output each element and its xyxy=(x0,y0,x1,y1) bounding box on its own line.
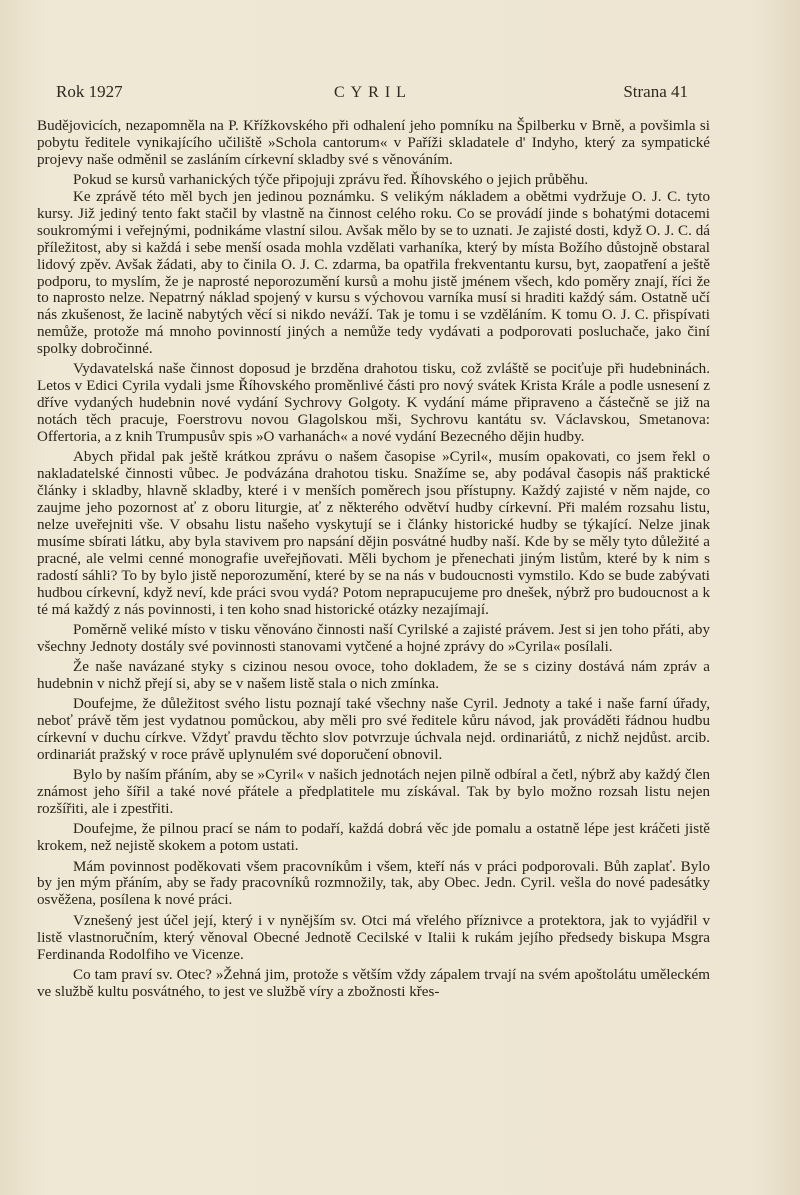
article-body xyxy=(37,118,710,1001)
header-journal-title: CYRIL xyxy=(333,84,412,101)
paragraph: Budějovicích, nezapomněla na P. Křížkovského při odhalení jeho pomníku na Špilberku v Brně, a povšimla si pobytu ředitele vynikajícího učiliště »Schola cantorum« v Paříži skladatele d' Indyho, který za sympatické projevy naše odměnil se zasláním církevní skladby své s věnováním. xyxy=(37,118,710,168)
paragraph: Doufejme, že pilnou prací se nám to podaří, každá dobrá věc jde pomalu a ostatně lépe jest kráčeti jistě krokem, než nejistě skokem a potom ustati. xyxy=(37,821,710,855)
paragraph: Pokud se kursů varhanických týče připojuji zprávu řed. Říhovského o jejich průběhu. xyxy=(73,172,589,189)
paragraph: Abych přidal pak ještě krátkou zprávu o našem časopise »Cyril«, musím opakovati, co jsem řekl o nakladatelské činnosti vůbec. Je podvázána drahotou tisku. Snažíme se, aby podával časopis náš praktické články i skladby, hlavně skladby, které i v menších poměrech jsou přístupny. Každý zajisté v něm najde, co zaujme jeho pozornost ať z oboru liturgie, ať z některého odvětví hudby církevní. Při malém rozsahu listu, nelze uveřejniti vše. V obsahu listu našeho vyskytují se i články historické hudby se týkající. Nelze jinak musíme sbírati látku, aby byla stavivem pro napsání dějin posvátné hudby naší. Kde by se měly tyto důležité a pracné, ale velmi cenné monografie uveřejňovati. Měli bychom je přenechati jiným listům, které by k nim s radostí sáhli? To by bylo jistě neporozumění, které by se na nás v budoucnosti vymstilo. Kdo se bude zabývati hudbou církevní, když neví, kde práci svou vydá? Potom neprapucujeme pro dnešek, nýbrž pro budoucnost a k té má každý z nás povinnosti, i ten koho snad historické otázky nezajímají. xyxy=(37,449,710,618)
header-year: Rok 1927 xyxy=(56,82,123,101)
paragraph: Bylo by naším přáním, aby se »Cyril« v našich jednotách nejen pilně odbíral a četl, nýbrž aby každý člen známost jeho šířil a také nové přátele a předplatitele mu získával. Tak by bylo možno rozsah listu nejen rozšířiti, ale i zpestřiti. xyxy=(37,767,710,818)
paragraph: Vznešený jest účel její, který i v nynějším sv. Otci má vřelého příznivce a protektora, jak to vyjádřil v listě vlastnoručním, který věnoval Obecné Jednotě Cecilské v Italii k rukám jejího předsedy biskupa Msgra Ferdinanda Rodolfiho ve Vicenze. xyxy=(37,912,710,963)
paragraph: Poměrně veliké místo v tisku věnováno činnosti naší Cyrilské a zajisté právem. Jest si jen toho přáti, aby všechny Jednoty dostály své povinnosti stanovami vytčené a hojné zprávy do »Cyrila« posílali. xyxy=(37,621,710,655)
header-page-number: Strana 41 xyxy=(623,82,688,101)
paragraph: Že naše navázané styky s cizinou nesou ovoce, toho dokladem, že se s ciziny dostává nám zpráv a hudebnin v nichž přejí si, aby se v našem listě stala o nich zmínka. xyxy=(37,659,710,692)
page-header xyxy=(56,82,688,102)
paragraph: Ke zprávě této měl bych jen jedinou poznámku. S velikým nákladem a obětmi vydržuje O. J. C. tyto kursy. Již jediný tento fakt stačil by vlastně na činnost celého roku. Co se provádí jinde s bohatými dotacemi soukromými i veřejnými, podnikáme vlastní silou. Avšak mělo by se to uznati. Je zajisté dosti, když O. J. C. dá příležitost, aby si každá i sebe menší osada mohla vzdělati varhaníka, který by místa Božího důstojně obstaral lidový zpěv. Avšak žádati, aby to činila O. J. C. zdarma, ba opatřila frekventantu kursu, byt, zaopatření a ještě podporu, to myslím, že je naprosté neporozumění kursů a mohu jistě jménem všech, kdo poměry znají, říci že to naprosto nelze. Nepatrný náklad spojený v kursu s výchovou varníka musí si hraditi každý sám. Ostatně učí nás zkušenost, že lacině nabytých věcí si nikdo neváží. Tak je tomu i se vzděláním. K tomu O. J. C. přispívati nemůže, protože má mnoho povinností jiných a nemůže tedy vydávati a podporovati posluchače, jako činí spolky dobročinné. xyxy=(37,189,710,358)
paragraph: Co tam praví sv. Otec? »Žehná jim, protože s větším vždy zápalem trvají na svém apoštolátu uměleckém ve službě kultu posvátného, to jest ve službě víry a zbožnosti křes- xyxy=(37,966,710,1000)
paragraph: Vydavatelská naše činnost doposud je brzděna drahotou tisku, což zvláště se pociťuje při hudebninách. Letos v Edici Cyrila vydali jsme Říhovského proměnlivé části pro nový svátek Krista Krále a podle usnesení z dříve vydaných hudebnin nové vydání Sychrovy Golgoty. K vydání máme připraveno a částečně se již na notách těch pracuje, Foerstrovu novou Glagolskou mši, Sychrovu kantátu sv. Václavskou, Smetanova: Offertoria, a z knih Trumpusův spis »O varhanách« a nové vydání Bezecného dějin hudby. xyxy=(37,361,710,446)
paragraph: Mám povinnost poděkovati všem pracovníkům i všem, kteří nás v práci podporovali. Bůh zaplať. Bylo by jen mým přáním, aby se řady pracovníků rozmnožily, tak, aby Obec. Jedn. Cyril. vešla do nové padesátky osvěžena, posílena k nové práci. xyxy=(37,858,710,909)
paragraph: Doufejme, že důležitost svého listu poznají také všechny naše Cyril. Jednoty a také i naše farní úřady, neboť právě těm jest vydatnou pomůckou, aby měli pro své ředitele kůru návod, jak prováděti řádnou hudbu církevní v duchu církve. Vždyť pravdu těchto slov potvrzuje úchvala nejd. ordinariátů, z nichž nejdůst. arcib. ordinariát pražský v roce právě uplynulém své doporučení obnovil. xyxy=(37,696,710,763)
